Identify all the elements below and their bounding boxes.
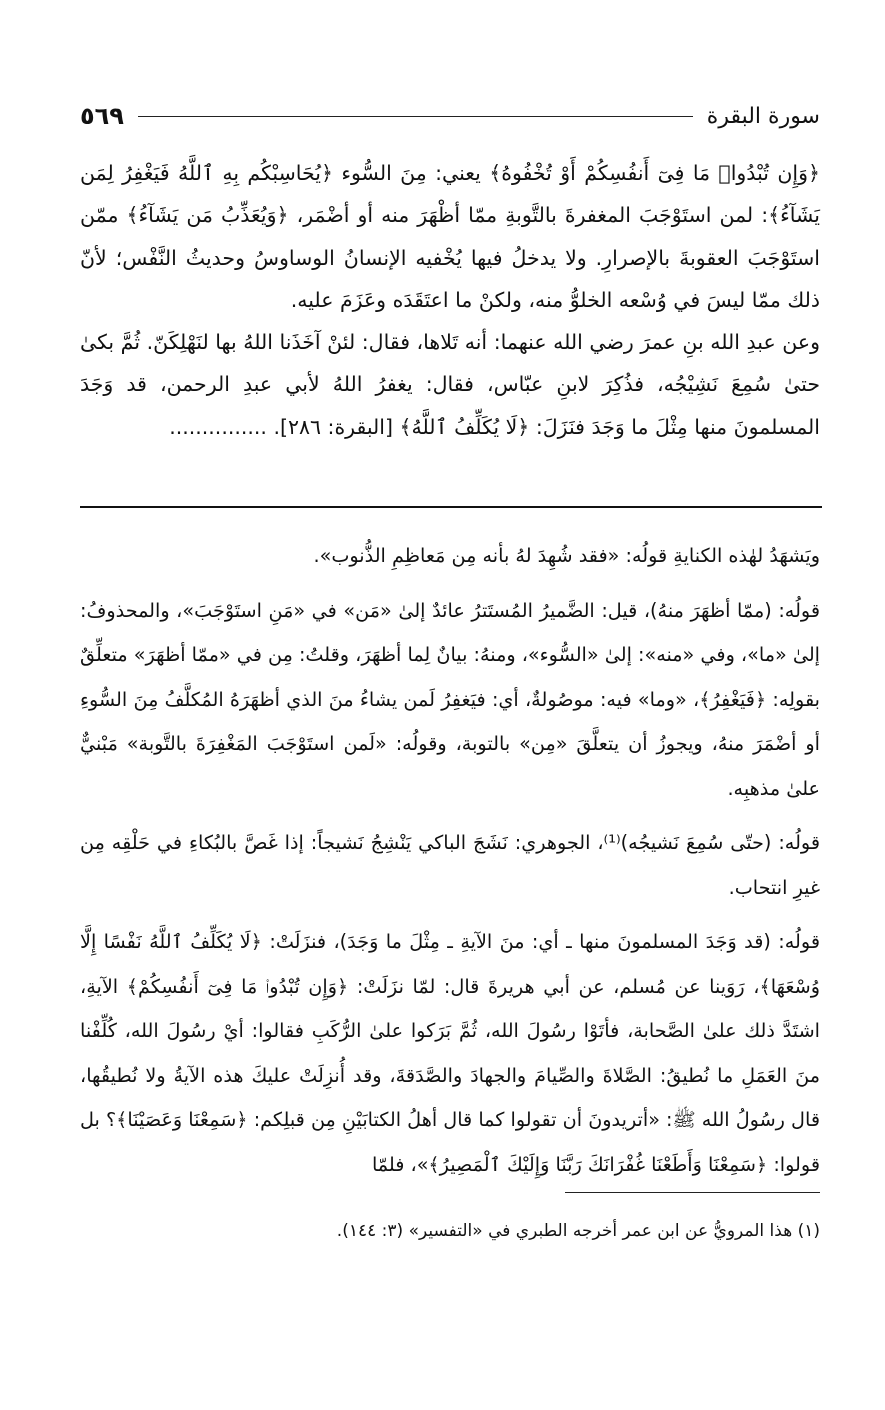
header-rule [138, 116, 693, 117]
main-text-paragraph: ﴿وَإِن تُبْدُوا۟ مَا فِىٓ أَنفُسِكُمْ أَوْ تُخْفُوهُ﴾ يعني: مِنَ السُّوء ﴿يُحَاسِبْكُم بِهِ ٱللَّهُ فَيَغْفِرُ لِمَن يَشَآءُ﴾: لمن استَوْجَبَ المغفرةَ بالتَّوبةِ ممّا أظْهَرَ منه أو أضْمَر، ﴿وَيُعَذِّبُ مَن يَشَآءُ﴾ ممّن استَوْجَبَ العقوبةَ بالإصرارِ. ولا يدخلُ فيها يُخْفيه الإنسانُ الوساوسُ وحديثُ النَّفْس؛ لأنّ ذلك ممّا ليسَ في وُسْعه الخلوُّ منه، ولكنْ ما اعتَقَدَه وعَزَمَ عليه. [80, 161, 820, 312]
commentary-paragraph: قولُه: (حتّى سُمِعَ نَشيجُه)⁽¹⁾، الجوهري: نَشَجَ الباكي يَنْشِجُ نَشيجاً: إذا غَصَّ بالبُكاءِ في حَلْقِه مِن غيرِ انتحاب. [80, 831, 820, 899]
surah-title: سورة البقرة [706, 103, 820, 129]
footnote-divider [565, 1192, 820, 1193]
commentary-paragraph: قولُه: (ممّا أظهَرَ منهُ)، قيل: الضَّميرُ المُستَترُ عائدٌ إلىٰ «مَن» في «مَنِ استَوْجَبَ»، والمحذوفُ: إلىٰ «ما»، وفي «منه»: إلىٰ «السُّوء»، ومنهُ: بيانٌ لِما أظهَرَ، وقلتُ: مِن في «ممّا أظهَرَ» متعلِّقٌ بقولِه: ﴿فَيَغْفِرُ﴾، «وما» فيه: موصُولةٌ، أي: فيَغفِرُ لَمن يشاءُ منَ الذي أظهَرَهُ المُكلَّفُ مِنَ السُّوءِ أو أضْمَرَ منهُ، ويجوزُ أن يتعلَّقَ «مِن» بالتوبة، وقولُه: «لَمن استَوْجَبَ المَغْفِرَةَ بالتَّوبة» مَبْنيٌّ علىٰ مذهبِه. [80, 598, 820, 800]
section-divider [80, 506, 822, 508]
commentary-paragraph: قولُه: (قد وَجَدَ المسلمونَ منها ـ أي: منَ الآيةِ ـ مِثْلَ ما وَجَدَ)، فنزَلَتْ: ﴿لَا يُكَلِّفُ ٱللَّهُ نَفْسًا إِلَّا وُسْعَهَا﴾، رَوَينا عن مُسلم، عن أبي هريرةَ قال: لمّا نزَلَتْ: ﴿وَإِن تُبْدُوا۟ مَا فِىٓ أَنفُسِكُمْ﴾ الآيةِ، اشتَدَّ ذلك علىٰ الصَّحابة، فأتَوْا رسُولَ الله، ثُمَّ بَرَكوا علىٰ الرُّكَبِ فقالوا: أيْ رسُولَ الله، كُلِّفْنا منَ العَمَلِ ما نُطيقُ: الصَّلاةَ والصِّيامَ والجهادَ والصَّدَقةَ، وقد أُنزِلَتْ عليكَ هذه الآيةُ ولا نُطيقُها، قال رسُولُ الله ﷺ: «أتريدونَ أن تقولوا كما قال أهلُ الكتابَيْنِ مِن قبلِكم: ﴿سَمِعْنَا وَعَصَيْنَا﴾؟ بل قولوا: ﴿سَمِعْنَا وَأَطَعْنَا غُفْرَانَكَ رَبَّنَا وَإِلَيْكَ ٱلْمَصِيرُ﴾»، فلمّا [80, 930, 820, 1176]
commentary-paragraph: ويَشهَدُ لهٰذه الكنايةِ قولُه: «فقد شُهِدَ لهُ بأنه مِن مَعاظِمِ الذُّنوب». [313, 544, 820, 567]
page-number: ٥٦٩ [80, 102, 124, 130]
main-text-paragraph: وعن عبدِ الله بنِ عمرَ رضي الله عنهما: أنه تَلاها، فقال: لئنْ آخَذَنا اللهُ بها لنَهْلِكَنّ. ثُمَّ بكىٰ حتىٰ سُمِعَ نَشِيْجُه، فذُكِرَ لابنِ عبّاس، فقال: يغفرُ اللهُ لأبي عبدِ الرحمن، قد وَجَدَ المسلمونَ منها مِثْلَ ما وَجَدَ فنَزَلَ: ﴿لَا يُكَلِّفُ ٱللَّهُ﴾ [البقرة: ٢٨٦]. ............... [80, 330, 820, 439]
footnote: (١) هذا المرويُّ عن ابن عمر أخرجه الطبري في «التفسير» (٣: ١٤٤). [336, 1221, 820, 1241]
commentary-text [80, 534, 820, 1197]
page-header [80, 96, 820, 136]
main-text [80, 152, 820, 448]
